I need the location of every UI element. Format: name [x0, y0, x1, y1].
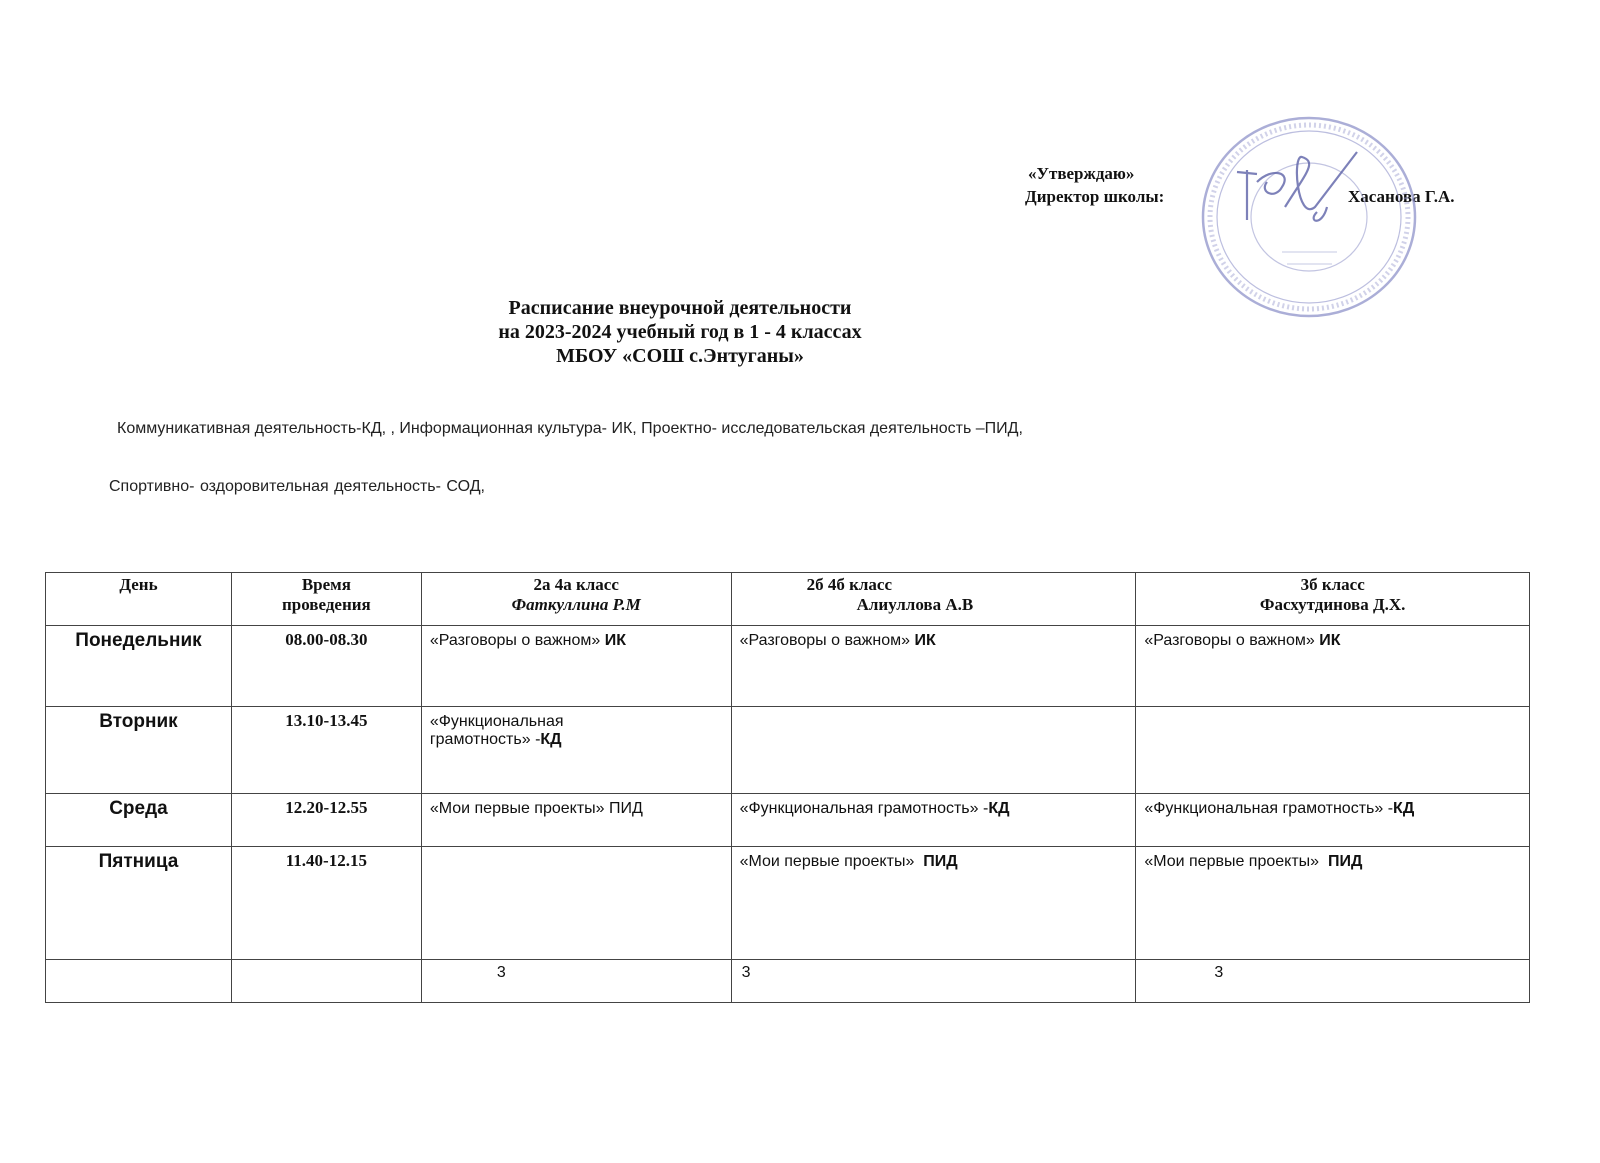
time-cell: 11.40-12.15: [231, 847, 421, 960]
day-cell: Вторник: [46, 707, 232, 794]
table-row: [46, 626, 1530, 707]
time-cell: 13.10-13.45: [231, 707, 421, 794]
header-class-2b4b: 2б 4б класс Алиуллова А.В: [731, 573, 1136, 626]
activity-cell: «Функциональная грамотность» -КД: [1136, 794, 1530, 847]
activity-cell: «Разговоры о важном» ИК: [421, 626, 731, 707]
page-subtitle-year: на 2023-2024 учебный год в 1 - 4 классах: [498, 321, 862, 343]
activity-cell: «Функциональная грамотность» -КД: [731, 794, 1136, 847]
table-header-row: [46, 573, 1530, 626]
total-cell-empty: [231, 960, 421, 1003]
activity-cell: «Разговоры о важном» ИК: [731, 626, 1136, 707]
total-cell: 3: [731, 960, 1136, 1003]
activity-cell: «Функциональная грамотность» -КД: [421, 707, 731, 794]
activity-cell: «Мои первые проекты» ПИД: [731, 847, 1136, 960]
activity-cell: «Мои первые проекты» ПИД: [1136, 847, 1530, 960]
totals-row: [46, 960, 1530, 1003]
activity-cell-empty: [731, 707, 1136, 794]
header-day: День: [46, 573, 232, 626]
time-cell: 08.00-08.30: [231, 626, 421, 707]
header-time: Время проведения: [231, 573, 421, 626]
total-cell-empty: [46, 960, 232, 1003]
day-cell: Пятница: [46, 847, 232, 960]
day-cell: Понедельник: [46, 626, 232, 707]
activity-cell-empty: [421, 847, 731, 960]
table-row: [46, 707, 1530, 794]
director-name: Хасанова Г.А.: [1348, 187, 1455, 206]
director-label: Директор школы:: [1025, 187, 1165, 206]
approval-label: «Утверждаю»: [1028, 164, 1135, 183]
legend-line-1: Коммуникативная деятельность-КД, , Информационная культура- ИК, Проектно- исследовательская деятельность –ПИД,: [117, 420, 1023, 437]
legend-line-2: Спортивно- оздоровительная деятельность- СОД,: [109, 478, 485, 495]
school-stamp-icon: [1197, 112, 1422, 322]
header-class-2a4a: 2а 4а класс Фаткуллина Р.М: [421, 573, 731, 626]
total-cell: 3: [1136, 960, 1530, 1003]
header-class-3b: 3б класс Фасхутдинова Д.Х.: [1136, 573, 1530, 626]
day-cell: Среда: [46, 794, 232, 847]
table-row: [46, 847, 1530, 960]
activity-cell-empty: [1136, 707, 1530, 794]
page-title: Расписание внеурочной деятельности: [508, 297, 852, 319]
activity-cell: «Мои первые проекты» ПИД: [421, 794, 731, 847]
time-cell: 12.20-12.55: [231, 794, 421, 847]
activity-cell: «Разговоры о важном» ИК: [1136, 626, 1530, 707]
page-subtitle-school: МБОУ «СОШ с.Энтуганы»: [556, 345, 804, 367]
total-cell: 3: [421, 960, 731, 1003]
signature-icon: [1237, 152, 1357, 221]
table-row: [46, 794, 1530, 847]
schedule-table: [45, 572, 1530, 1003]
